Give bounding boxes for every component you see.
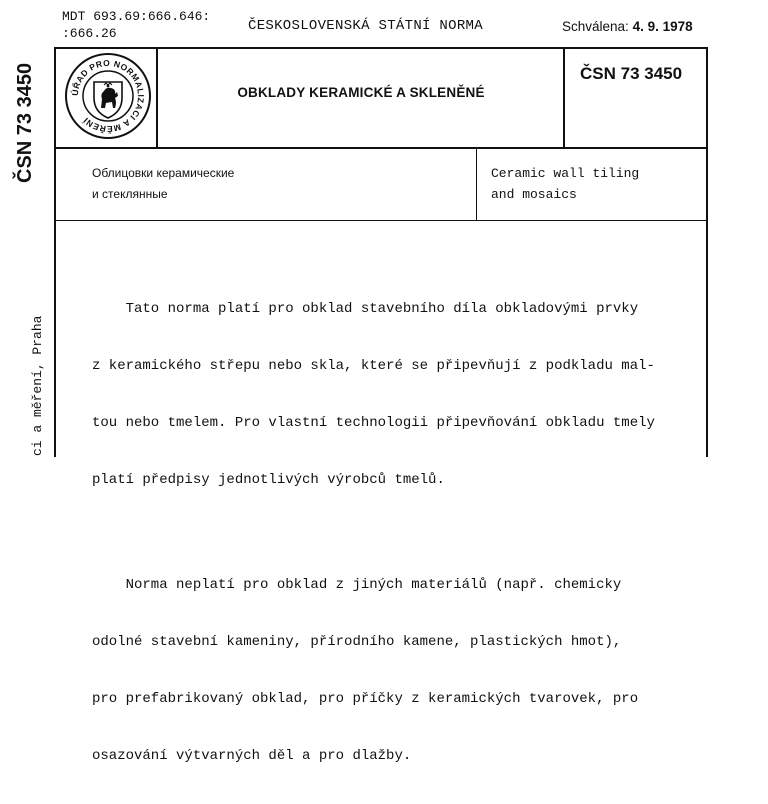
approved-label: Schválena:	[562, 19, 629, 34]
standard-code: ČSN 73 3450	[580, 64, 683, 83]
frame-header-bottom	[54, 147, 708, 149]
approved-date: 4. 9. 1978	[632, 19, 693, 34]
title-en-line-1: Ceramic wall tiling	[491, 166, 640, 181]
title-ru-line-1: Облицовки керамические	[92, 166, 235, 180]
side-standard-number: ČSN 73 3450	[14, 62, 36, 183]
paragraph-exclusions	[92, 538, 676, 804]
exclusions-line-1: Norma neplatí pro obklad z jiných materiálů (např. chemicky	[92, 577, 622, 593]
mdt-line-2: :666.26	[62, 26, 117, 41]
frame-right	[706, 47, 708, 457]
body-text	[92, 262, 676, 804]
frame-code-divider	[563, 47, 565, 148]
frame-title-bottom	[54, 220, 708, 221]
state-emblem-seal-icon	[64, 52, 152, 140]
mdt-line-1: MDT 693.69:666.646:	[62, 9, 211, 24]
title-english	[491, 163, 639, 205]
scope-line-3: tou nebo tmelem. Pro vlastní technologii připevňování obkladu tmely	[92, 415, 655, 431]
frame-left	[54, 47, 56, 457]
standard-title: ČESKOSLOVENSKÁ STÁTNÍ NORMA	[248, 18, 483, 34]
title-en-line-2: and mosaics	[491, 187, 577, 202]
frame-top	[54, 47, 708, 49]
frame-title-divider	[476, 148, 477, 220]
scope-line-4: platí předpisy jednotlivých výrobců tmelů.	[92, 472, 445, 488]
exclusions-line-2: odolné stavební kameniny, přírodního kamene, plastických hmot),	[92, 634, 622, 650]
title-russian	[92, 163, 234, 205]
scope-line-2: z keramického střepu nebo skla, které se připevňují z podkladu mal-	[92, 358, 655, 374]
exclusions-line-3: pro prefabrikovaný obklad, pro příčky z keramických tvarovek, pro	[92, 691, 639, 707]
frame-seal-divider	[156, 47, 158, 148]
paragraph-scope	[92, 262, 676, 528]
exclusions-line-4: osazování výtvarných děl a pro dlažby.	[92, 748, 412, 764]
scope-line-1: Tato norma platí pro obklad stavebního díla obkladovými prvky	[92, 301, 639, 317]
side-publisher: ci a měření, Praha	[30, 316, 45, 456]
title-ru-line-2: и стеклянные	[92, 187, 168, 201]
approval-date	[562, 19, 693, 34]
document-heading: OBKLADY KERAMICKÉ A SKLENĚNÉ	[237, 85, 485, 100]
seal-text: ÚŘAD PRO NORMALIZACI A MĚŘENÍ	[69, 57, 147, 135]
mdt-classification	[62, 8, 210, 42]
